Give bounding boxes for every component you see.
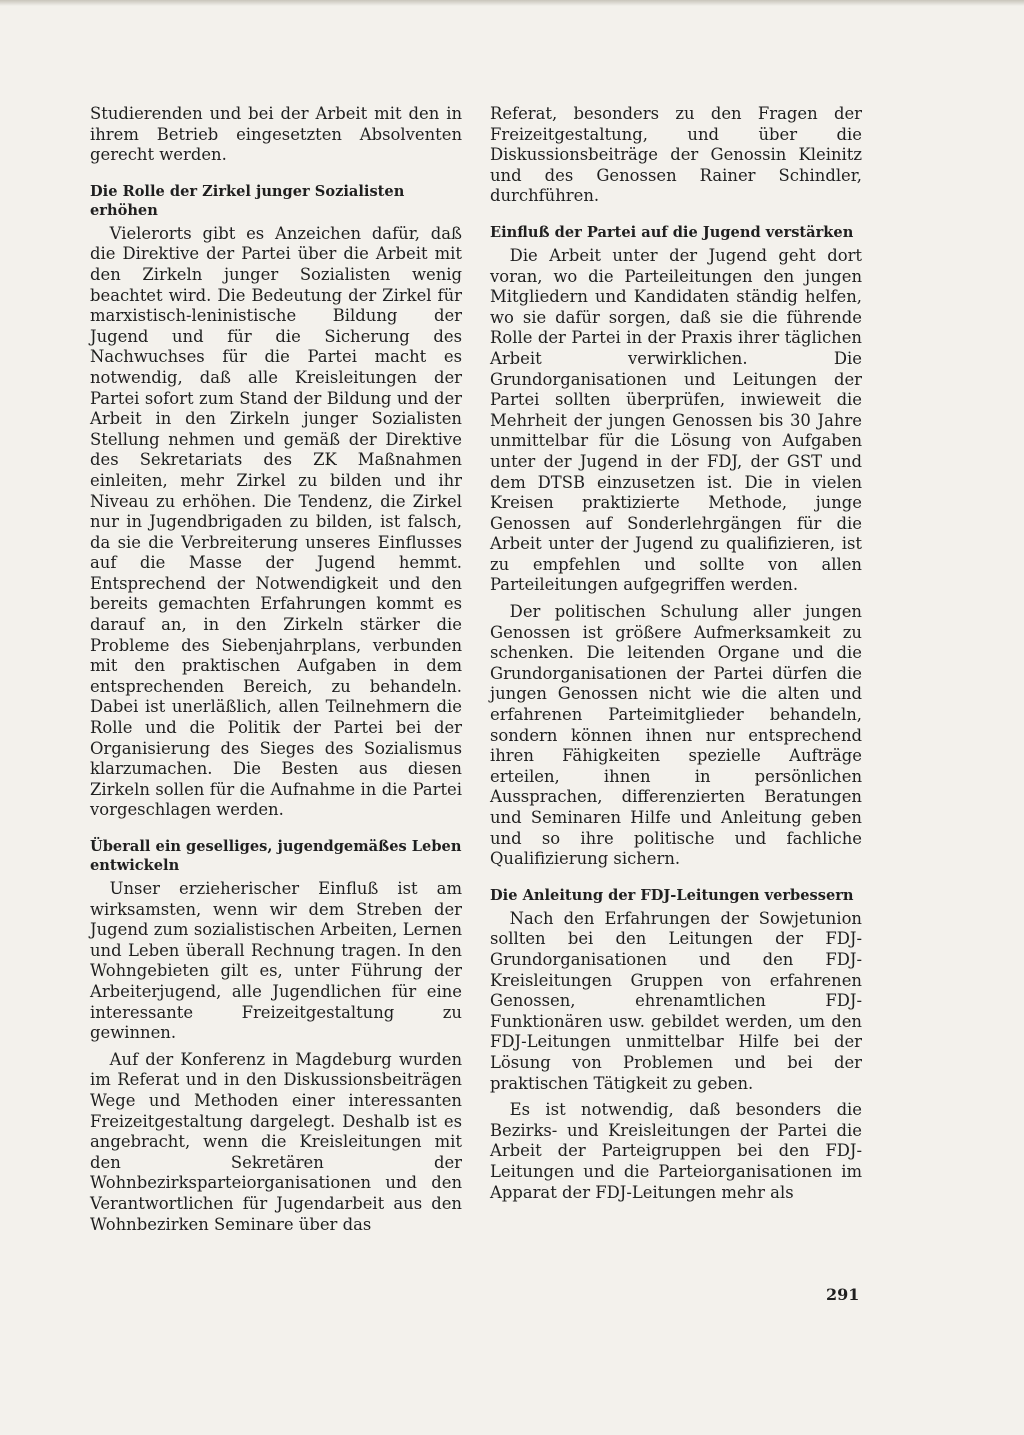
page-number: 291 <box>826 1285 860 1304</box>
left-column <box>90 104 462 1235</box>
body-paragraph: Unser erzieherischer Einfluß ist am wirksamsten, wenn wir dem Streben der Jugend zum sozialistischen Arbeiten, Lernen und Leben überall Rechnung tragen. In den Wohngebieten gilt es, unter Führung der Arbeiterjugend, alle Jugendlichen für eine interessante Freizeitgestaltung zu gewinnen. <box>90 879 462 1043</box>
right-column <box>490 104 862 1203</box>
section-heading: Einfluß der Partei auf die Jugend verstärken <box>490 223 854 241</box>
top-edge-shadow <box>0 0 1024 6</box>
body-paragraph: Auf der Konferenz in Magdeburg wurden im Referat und in den Diskussionsbeiträgen Wege und Methoden einer interessanten Freizeitgestaltung dargelegt. Deshalb ist es angebracht, wenn die Kreisleitungen mit den Sekretären der Wohnbezirksparteiorganisationen und den Verantwortlichen für Jugendarbeit aus den Wohnbezirken Seminare über das <box>90 1049 462 1234</box>
continuation-paragraph: Studierenden und bei der Arbeit mit den in ihrem Betrieb eingesetzten Absolventen gerecht werden. <box>90 104 462 165</box>
body-paragraph: Der politischen Schulung aller jungen Genossen ist größere Aufmerksamkeit zu schenken. Die leitenden Organe und die Grundorganisationen der Partei dürfen die jungen Genossen nicht wie die alten und erfahrenen Parteimitglieder behandeln, sondern können ihnen nur entsprechend ihren Fähigkeiten spezielle Aufträge erteilen, ihnen in persönlichen Aussprachen, differenzierten Beratungen und Seminaren Hilfe und Anleitung geben und so ihre politische und fachliche Qualifizierung sichern. <box>490 602 862 869</box>
section-heading: Überall ein geselliges, jugendgemäßes Leben entwickeln <box>90 838 462 874</box>
section-heading: Die Anleitung der FDJ-Leitungen verbessern <box>490 886 854 904</box>
continuation-paragraph: Referat, besonders zu den Fragen der Freizeitgestaltung, und über die Diskussionsbeiträge der Genossin Kleinitz und des Genossen Rainer Schindler, durchführen. <box>490 104 862 206</box>
body-paragraph: Die Arbeit unter der Jugend geht dort voran, wo die Parteileitungen den jungen Mitgliedern und Kandidaten ständig helfen, wo sie dafür sorgen, daß sie die führende Rolle der Partei in der Praxis ihrer täglichen Arbeit verwirklichen. Die Grundorganisationen und Leitungen der Partei sollten überprüfen, inwieweit die Mehrheit der jungen Genossen bis 30 Jahre unmittelbar für die Lösung von Aufgaben unter der Jugend in der FDJ, der GST und dem DTSB einzusetzen ist. Die in vielen Kreisen praktizierte Methode, junge Genossen auf Sonderlehrgängen für die Arbeit unter der Jugend zu qualifizieren, ist zu empfehlen und sollte von allen Parteileitungen aufgegriffen werden. <box>490 245 862 595</box>
section-heading: Die Rolle der Zirkel junger Sozialisten erhöhen <box>90 182 405 219</box>
body-paragraph: Nach den Erfahrungen der Sowjetunion sollten bei den Leitungen der FDJ-Grundorganisationen und den FDJ-Kreisleitungen Gruppen von erfahrenen Genossen, ehrenamtlichen FDJ-Funktionären usw. gebildet werden, um den FDJ-Leitungen unmittelbar Hilfe bei der Lösung von Problemen und bei der praktischen Tätigkeit zu geben. <box>490 908 862 1093</box>
body-paragraph: Vielerorts gibt es Anzeichen dafür, daß die Direktive der Partei über die Arbeit mit den Zirkeln junger Sozialisten wenig beachtet wird. Die Bedeutung der Zirkel für marxistisch-leninistische Bildung der Jugend und für die Sicherung des Nachwuchses für die Partei macht es notwendig, daß alle Kreisleitungen der Partei sofort zum Stand der Bildung und der Arbeit in den Zirkeln junger Sozialisten Stellung nehmen und gemäß der Direktive des Sekretariats des ZK Maßnahmen einleiten, mehr Zirkel zu bilden und ihr Niveau zu erhöhen. Die Tendenz, die Zirkel nur in Jugendbrigaden zu bilden, ist falsch, da sie die Verbreiterung unseres Einflusses auf die Masse der Jugend hemmt. Entsprechend der Notwendigkeit und den bereits gemachten Erfahrungen kommt es darauf an, in den Zirkeln stärker die Probleme des Siebenjahrplans, verbunden mit den praktischen Aufgaben in dem entsprechenden Bereich, zu behandeln. Dabei ist unerläßlich, allen Teilnehmern die Rolle und die Politik der Partei bei der Organisierung des Sieges des Sozialismus klarzumachen. Die Besten aus diesen Zirkeln sollen für die Aufnahme in die Partei vorgeschlagen werden. <box>90 223 462 820</box>
body-paragraph: Es ist notwendig, daß besonders die Bezirks- und Kreisleitungen der Partei die Arbeit der Parteigruppen bei den FDJ-Leitungen und die Parteiorganisationen im Apparat der FDJ-Leitungen mehr als <box>490 1100 862 1202</box>
